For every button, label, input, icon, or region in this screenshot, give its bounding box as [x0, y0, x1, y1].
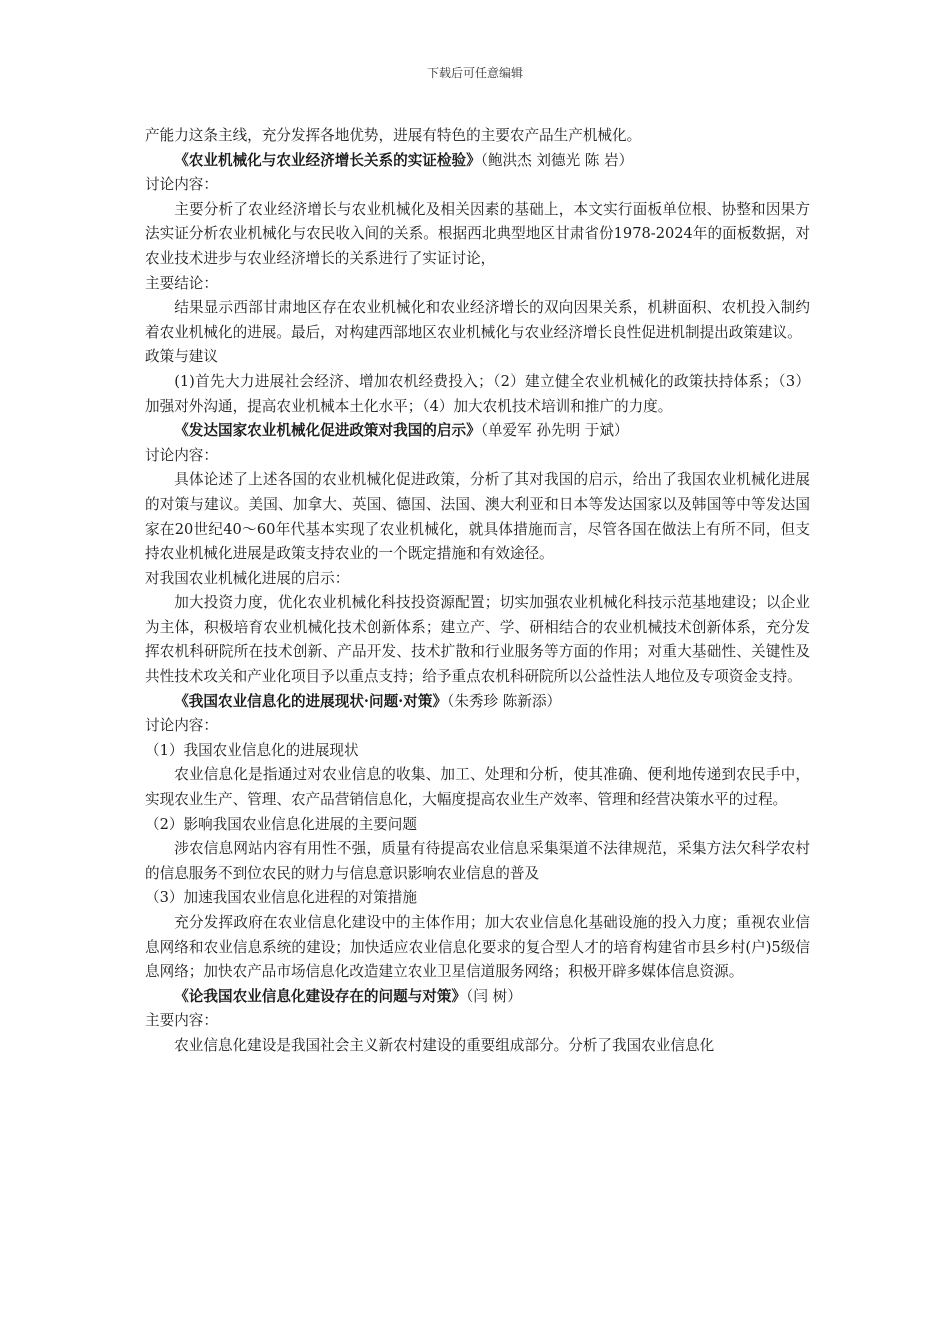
paragraph: 充分发挥政府在农业信息化建设中的主体作用；加大农业信息化基础设施的投入力度；重视农业信息网络和农业信息系统的建设；加快适应农业信息化要求的复合型人才的培育构建省市县乡村(户)5级信息网络；加快农产品市场信息化改造建立农业卫星信道服务网络；积极开辟多媒体信息资源。 [145, 914, 810, 981]
section-title-line [145, 149, 810, 174]
label-policy: 政策与建议 [145, 348, 218, 366]
label-discussion: 讨论内容： [145, 176, 218, 194]
paragraph: 加大投资力度，优化农业机械化科技投资源配置；切实加强农业机械化科技示范基地建设；以企业为主体，积极培育农业机械化技术创新体系；建立产、学、研相结合的农业机械技术创新体系，充分发挥农机科研院所在技术创新、产品开发、技术扩散和行业服务等方面的作用；对重大基础性、关键性及共性技术攻关和产业化项目予以重点支持；给予重点农机科研院所以公益性法人地位及专项资金支持。 [145, 594, 810, 686]
paper-authors: （鲍洪杰 刘德光 陈 岩） [480, 151, 634, 169]
paragraph: 农业信息化是指通过对农业信息的收集、加工、处理和分析，使其准确、便利地传递到农民手中，实现农业生产、管理、农产品营销信息化，大幅度提高农业生产效率、管理和经营决策水平的过程。 [145, 766, 810, 809]
page-header: 下载后可任意编辑 [426, 66, 523, 80]
paragraph: 结果显示西部甘肃地区存在农业机械化和农业经济增长的双向因果关系，机耕面积、农机投入制约着农业机械化的进展。最后，对构建西部地区农业机械化与农业经济增长良性促进机制提出政策建议。 [145, 299, 810, 341]
section-title-line [145, 419, 810, 444]
label-discussion: 讨论内容： [145, 446, 218, 464]
label-enlightenment: 对我国农业机械化进展的启示： [145, 569, 350, 587]
paragraph: (1)首先大力进展社会经济、增加农机经费投入；（2）建立健全农业机械化的政策扶持体系；（3）加强对外沟通，提高农业机械本土化水平；（4）加大农机技术培训和推广的力度。 [145, 372, 810, 415]
paper-authors: （朱秀珍 陈新添） [447, 692, 562, 710]
document-body [145, 124, 810, 1059]
paper-title: 《农业机械化与农业经济增长关系的实证检验》 [174, 151, 481, 169]
paragraph: 主要分析了农业经济增长与农业机械化及相关因素的基础上，本文实行面板单位根、协整和因果方法实证分析农业机械化与农民收入间的关系。根据西北典型地区甘肃省份1978-2024年的面板数据，对农业技术进步与农业经济增长的关系进行了实证讨论， [145, 200, 810, 267]
label-discussion: 讨论内容： [145, 717, 218, 735]
paper-title: 《发达国家农业机械化促进政策对我国的启示》 [174, 422, 481, 440]
subheading: （1）我国农业信息化的进展现状 [145, 741, 359, 759]
label-conclusion: 主要结论： [145, 274, 218, 292]
paragraph: 涉农信息网站内容有用性不强，质量有待提高农业信息采集渠道不法律规范，采集方法欠科学农村的信息服务不到位农民的财力与信息意识影响农业信息的普及 [145, 840, 810, 882]
paragraph: 具体论述了上述各国的农业机械化促进政策，分析了其对我国的启示，给出了我国农业机械化进展的对策与建议。美国、加拿大、英国、德国、法国、澳大利亚和日本等发达国家以及韩国等中等发达国家在20世纪40～60年代基本实现了农业机械化，就具体措施而言，尽管各国在做法上有所不同，但支持农业机械化进展是政策支持农业的一个既定措施和有效途径。 [145, 471, 810, 563]
subheading: （3）加速我国农业信息化进程的对策措施 [145, 889, 417, 907]
paper-title: 《论我国农业信息化建设存在的问题与对策》 [174, 987, 467, 1005]
paper-authors: （闫 树） [466, 987, 522, 1005]
paper-authors: （单爱军 孙先明 于斌） [480, 422, 629, 440]
subheading: （2）影响我国农业信息化进展的主要问题 [145, 815, 417, 833]
paragraph: 农业信息化建设是我国社会主义新农村建设的重要组成部分。分析了我国农业信息化 [174, 1036, 715, 1054]
label-main-content: 主要内容： [145, 1012, 218, 1030]
paragraph: 产能力这条主线，充分发挥各地优势，进展有特色的主要农产品生产机械化。 [145, 127, 642, 144]
section-title-line [145, 985, 810, 1010]
section-title-line [145, 690, 810, 715]
paper-title: 《我国农业信息化的进展现状·问题·对策》 [174, 692, 448, 710]
